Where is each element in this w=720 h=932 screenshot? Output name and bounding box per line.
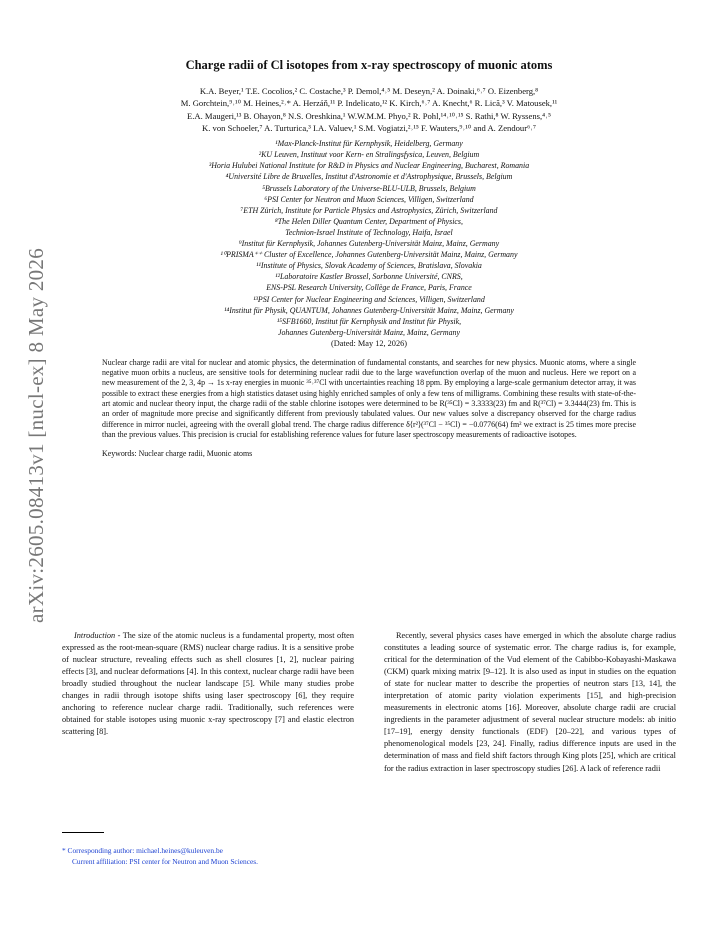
affiliation: ¹⁴Institut für Physik, QUANTUM, Johannes Gutenberg-Universität Mainz, Mainz, Germany: [224, 305, 514, 315]
affiliation: ¹⁰PRISMA⁺⁺ Cluster of Excellence, Johannes Gutenberg-Universität Mainz, Mainz, Germany: [220, 250, 518, 260]
affiliation: ⁵Brussels Laboratory of the Universe-BLU-ULB, Brussels, Belgium: [262, 183, 476, 193]
affiliation: ¹Max-Planck-Institut für Kernphysik, Heidelberg, Germany: [275, 139, 463, 149]
current-affiliation-footnote: Current affiliation: PSI center for Neutron and Muon Sciences.: [72, 857, 259, 867]
affiliation: ⁷ETH Zürich, Institute for Particle Physics and Astrophysics, Zürich, Switzerland: [240, 205, 498, 215]
affiliation-list: [62, 138, 676, 338]
author-line: K. von Schoeler,⁷ A. Turturica,³ I.A. Valuev,¹ S.M. Vogiatzi,²˒¹⁵ F. Wauters,⁹˒¹⁰ and A. Zendour⁶˒⁷: [202, 122, 536, 133]
affiliation: ¹³PSI Center for Nuclear Engineering and Sciences, Villigen, Switzerland: [253, 294, 485, 304]
affiliation: Johannes Gutenberg-Universität Mainz, Mainz, Germany: [277, 327, 461, 337]
arxiv-stamp: [22, 247, 52, 623]
introduction-paragraph: [62, 630, 354, 738]
affiliation: ¹⁵SFB1660, Institut für Kernphysik and Institut für Physik,: [276, 316, 462, 326]
footnote-rule: [62, 832, 104, 833]
affiliation: ¹²Laboratoire Kastler Brossel, Sorbonne Université, CNRS,: [275, 272, 463, 282]
dated-line: (Dated: May 12, 2026): [330, 338, 408, 348]
affiliation: ¹¹Institute of Physics, Slovak Academy of Sciences, Bratislava, Slovakia: [256, 261, 482, 271]
body-columns: [62, 630, 676, 880]
paper-title: Charge radii of Cl isotopes from x-ray spectroscopy of muonic atoms: [185, 58, 553, 72]
affiliation: ³Horia Hulubei National Institute for R&D in Physics and Nuclear Engineering, Bucharest, Romania: [208, 161, 530, 171]
arxiv-stamp-text: arXiv:2605.08413v1 [nucl-ex] 8 May 2026: [24, 247, 49, 623]
footnotes: [62, 845, 362, 868]
introduction-text: - The size of the atomic nucleus is a fundamental property, most often expressed as the root-mean-square (RMS) nuclear charge radius. It is a sensitive probe of nuclear structure, revealing effects such as shell closures [1, 2], nuclear pairing effects [3], and nuclear deformations [4]. In this context, nuclear charge radii have been broadly studied throughout the nuclear landscape [5]. While many studies probe changes in radii through isotope shifts using laser spectroscopy [6], they require anchoring to reference nuclear charge radii. Traditionally, such references were obtained for stable isotopes using muonic x-ray spectroscopy [7] and elastic electron scattering [8].: [62, 631, 354, 737]
author-list: [62, 85, 676, 134]
author-line: K.A. Beyer,¹ T.E. Cocolios,² C. Costache,³ P. Demol,⁴˒⁵ M. Deseyn,² A. Doinaki,⁶˒⁷ O. Eizenberg,⁸: [199, 86, 539, 96]
corresponding-author-footnote[interactable]: * Corresponding author: michael.heines@kuleuven.be: [62, 846, 223, 855]
affiliation: ENS-PSL Research University, Collège de France, Paris, France: [266, 283, 472, 293]
paper-header: [62, 58, 676, 458]
motivation-paragraph: Recently, several physics cases have emerged in which the absolute charge radius constitutes a leading source of systematic error. The charge radius is, for example, critical for the determination of the Vud element of the Cabibbo-Kobayashi-Maskawa (CKM) quark mixing matrix [9–12]. It is also used as input in studies on the equation of state for nuclear matter to describe the properties of neutron stars [13, 14], the interpretation of atomic parity violation experiments [15], and high-precision measurements in electronic atoms [16]. Moreover, absolute charge radii are crucial ingredients in the parameter adjustment of several nuclear structure models: ab initio [17–19], energy density functionals (EDF) [20–22], and various types of phenomenological models [23, 24]. Finally, radius difference inputs are used in the determination of mass and field shift factors through King plots [25], which are critical for the radius extraction in laser spectroscopy studies [26]. A lack of reference radii: [384, 631, 676, 773]
affiliation: Technion-Israel Institute of Technology, Haifa, Israel: [285, 227, 453, 237]
affiliation: ⁴Université Libre de Bruxelles, Institut d'Astronomie et d'Astrophysique, Brussels, Belgium: [225, 172, 513, 182]
right-column: [384, 630, 676, 775]
keywords: Keywords: Nuclear charge radii, Muonic atoms: [102, 449, 253, 459]
affiliation: ⁹Institut für Kernphysik, Johannes Gutenberg-Universität Mainz, Mainz, Germany: [238, 239, 500, 249]
affiliation: ²KU Leuven, Instituut voor Kern- en Stralingsfysica, Leuven, Belgium: [258, 150, 480, 160]
introduction-heading: Introduction: [74, 631, 116, 640]
author-line: E.A. Maugeri,¹³ B. Ohayon,⁸ N.S. Oreshkina,¹ W.W.M.M. Phyo,² R. Pohl,¹⁴˒¹⁰˒¹⁵ S. Rathi,⁸ W. Ryssens,⁴˒⁵: [187, 110, 551, 121]
affiliation: ⁶PSI Center for Neutron and Muon Sciences, Villigen, Switzerland: [264, 194, 474, 204]
affiliation: ⁸The Helen Diller Quantum Center, Department of Physics,: [275, 216, 463, 226]
abstract: Nuclear charge radii are vital for nuclear and atomic physics, the determination of fundamental constants, and searches for new physics. Muonic atoms, where a single negative muon orbits a nucleus, are sensitive tools for determining nuclear radii due to the large wavefunction overlap of the muon and nucleus. Here we report on a new measurement of the 2, 3, 4p → 1s x-ray energies in muonic ³⁵˒³⁷Cl with uncertainties reaching 18 ppm. By employing a large-scale germanium detector array, it was possible to extract these energies from a high statistics dataset using highly enriched samples of only a few tens of milligrams. Combining these results with state-of-the-art atomic and nuclear theory input, the charge radii of the stable chlorine isotopes were determined to be R(³⁵Cl) = 3.3333(23) fm and R(³⁷Cl) = 3.3444(23) fm. This is an order of magnitude more precise and significantly different from previously tabulated values. Our new values solve a discrepancy observed for the charge radius difference in mirror nuclei, agreeing with the overall global trend. The charge radius difference δ⟨r²⟩(³⁷Cl − ³⁵Cl) = −0.0776(64) fm² we extract is 25 times more precise than the previous values. This precision is crucial for establishing reference values for future laser spectroscopy measurements of radioactive isotopes.: [102, 357, 636, 439]
left-column: [62, 630, 354, 738]
author-line: M. Gorchtein,⁹˒¹⁰ M. Heines,²˒* A. Herzáň,¹¹ P. Indelicato,¹² K. Kirch,⁶˒⁷ A. Knecht,⁶ R. Lică,³ V. Matousek,¹¹: [180, 98, 558, 109]
